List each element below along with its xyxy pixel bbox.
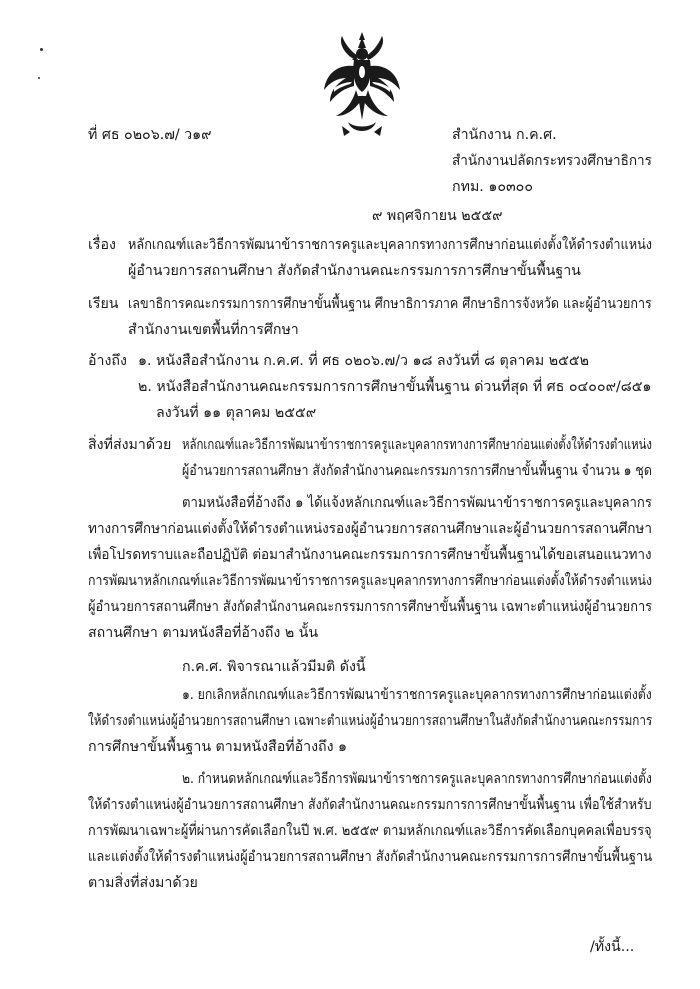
garuda-emblem xyxy=(322,30,402,138)
subject-line: ผู้อำนวยการสถานศึกษา สังกัดสำนักงานคณะกรรมการการศึกษาขั้นพื้นฐาน xyxy=(128,263,581,279)
scan-dot xyxy=(40,48,43,51)
body-paragraph-line: ตามหนังสือที่อ้างถึง ๑ ได้แจ้งหลักเกณฑ์และวิธีการพัฒนาข้าราชการครูและบุคลากร xyxy=(182,495,652,511)
office-postcode: กทม. ๑๐๓๐๐ xyxy=(452,179,533,195)
addressee-line: เลขาธิการคณะกรรมการการศึกษาขั้นพื้นฐาน ศึกษาธิการภาค ศึกษาธิการจังหวัด และผู้อำนวยการ xyxy=(128,296,652,312)
subject-line: หลักเกณฑ์และวิธีการพัฒนาข้าราชการครูและบุคลากรทางการศึกษาก่อนแต่งตั้งให้ดำรงตำแหน่ง xyxy=(128,237,653,253)
reference-label: อ้างถึง xyxy=(88,353,127,369)
enclosure-line: ผู้อำนวยการสถานศึกษา สังกัดสำนักงานคณะกรรมการการศึกษาขั้นพื้นฐาน จำนวน ๑ ชุด xyxy=(182,463,652,479)
subject-label: เรื่อง xyxy=(88,237,116,253)
resolution-item-line: ให้ดำรงตำแหน่งผู้อำนวยการสถานศึกษา สังกัดสำนักงานคณะกรรมการการศึกษาขั้นพื้นฐาน เพื่อใช้สำหรับ xyxy=(88,797,652,813)
resolution-item-line: การพัฒนาเฉพาะผู้ที่ผ่านการคัดเลือกในปี พ.ศ. ๒๕๕๙ ตามหลักเกณฑ์และวิธีการคัดเลือกบุคคลเพื่อบรรจุ xyxy=(88,823,652,839)
resolution-item-line: ๑. ยกเลิกหลักเกณฑ์และวิธีการพัฒนาข้าราชการครูและบุคลากรทางการศึกษาก่อนแต่งตั้ง xyxy=(182,687,652,703)
resolution-item-line: ให้ดำรงตำแหน่งผู้อำนวยการสถานศึกษา เฉพาะตำแหน่งผู้อำนวยการสถานศึกษาในสังกัดสำนักงานคณะกรรมการ xyxy=(88,713,653,729)
resolution-item-line: และแต่งตั้งให้ดำรงตำแหน่งผู้อำนวยการสถานศึกษา สังกัดสำนักงานคณะกรรมการการศึกษาขั้นพื้นฐาน xyxy=(88,849,653,865)
scan-dot xyxy=(38,77,40,79)
body-paragraph-line: การพัฒนาหลักเกณฑ์และวิธีการพัฒนาข้าราชการครูและบุคลากรทางการศึกษาก่อนแต่งตั้งให้ดำรงตำแหน่ง xyxy=(88,573,653,589)
office-name: สำนักงาน ก.ค.ศ. xyxy=(452,127,557,143)
resolution-item-line: การศึกษาขั้นพื้นฐาน ตามหนังสือที่อ้างถึง ๑ xyxy=(88,739,348,755)
resolution-item-line: ตามสิ่งที่ส่งมาด้วย xyxy=(88,875,198,891)
reference-item: ๒. หนังสือสำนักงานคณะกรรมการการศึกษาขั้นพื้นฐาน ด่วนที่สุด ที่ ศธ ๐๔๐๐๙/๘๕๑ xyxy=(138,379,652,395)
continuation-mark: /ทั้งนี้... xyxy=(590,939,635,955)
body-paragraph-line: เพื่อโปรดทราบและถือปฏิบัติ ต่อมาสำนักงานคณะกรรมการการศึกษาขั้นพื้นฐานได้ขอเสนอแนวทาง xyxy=(88,547,652,563)
body-paragraph-line: สถานศึกษา ตามหนังสือที่อ้างถึง ๒ นั้น xyxy=(88,625,319,641)
reference-item: ๑. หนังสือสำนักงาน ก.ค.ศ. ที่ ศธ ๐๒๐๖.๗/ว ๑๘ ลงวันที่ ๘ ตุลาคม ๒๕๕๒ xyxy=(138,353,589,369)
reference-item-date: ลงวันที่ ๑๑ ตุลาคม ๒๕๕๙ xyxy=(156,405,317,421)
addressee-line: สำนักงานเขตพื้นที่การศึกษา xyxy=(128,322,299,338)
body-paragraph-line: ผู้อำนวยการสถานศึกษา สังกัดสำนักงานคณะกรรมการการศึกษาขั้นพื้นฐาน เฉพาะตำแหน่งผู้อำนวยการ xyxy=(88,599,653,615)
resolution-line: ก.ค.ศ. พิจารณาแล้วมีมติ ดังนี้ xyxy=(182,659,366,675)
office-ministry: สำนักงานปลัดกระทรวงศึกษาธิการ xyxy=(452,153,652,169)
reference-number: ที่ ศธ ๐๒๐๖.๗/ ว๑๙ xyxy=(88,127,212,143)
enclosure-label: สิ่งที่ส่งมาด้วย xyxy=(88,437,172,453)
body-paragraph-line: ทางการศึกษาก่อนแต่งตั้งให้ดำรงตำแหน่งรองผู้อำนวยการสถานศึกษาและผู้อำนวยการสถานศึกษา xyxy=(88,521,652,537)
resolution-item-line: ๒. กำหนดหลักเกณฑ์และวิธีการพัฒนาข้าราชการครูและบุคลากรทางการศึกษาก่อนแต่งตั้ง xyxy=(182,771,652,787)
enclosure-line: หลักเกณฑ์และวิธีการพัฒนาข้าราชการครูและบุคลากรทางการศึกษาก่อนแต่งตั้งให้ดำรงตำแหน่ง xyxy=(182,437,653,453)
letter-date: ๙ พฤศจิกายน ๒๕๕๙ xyxy=(372,208,503,224)
addressee-label: เรียน xyxy=(88,296,119,312)
